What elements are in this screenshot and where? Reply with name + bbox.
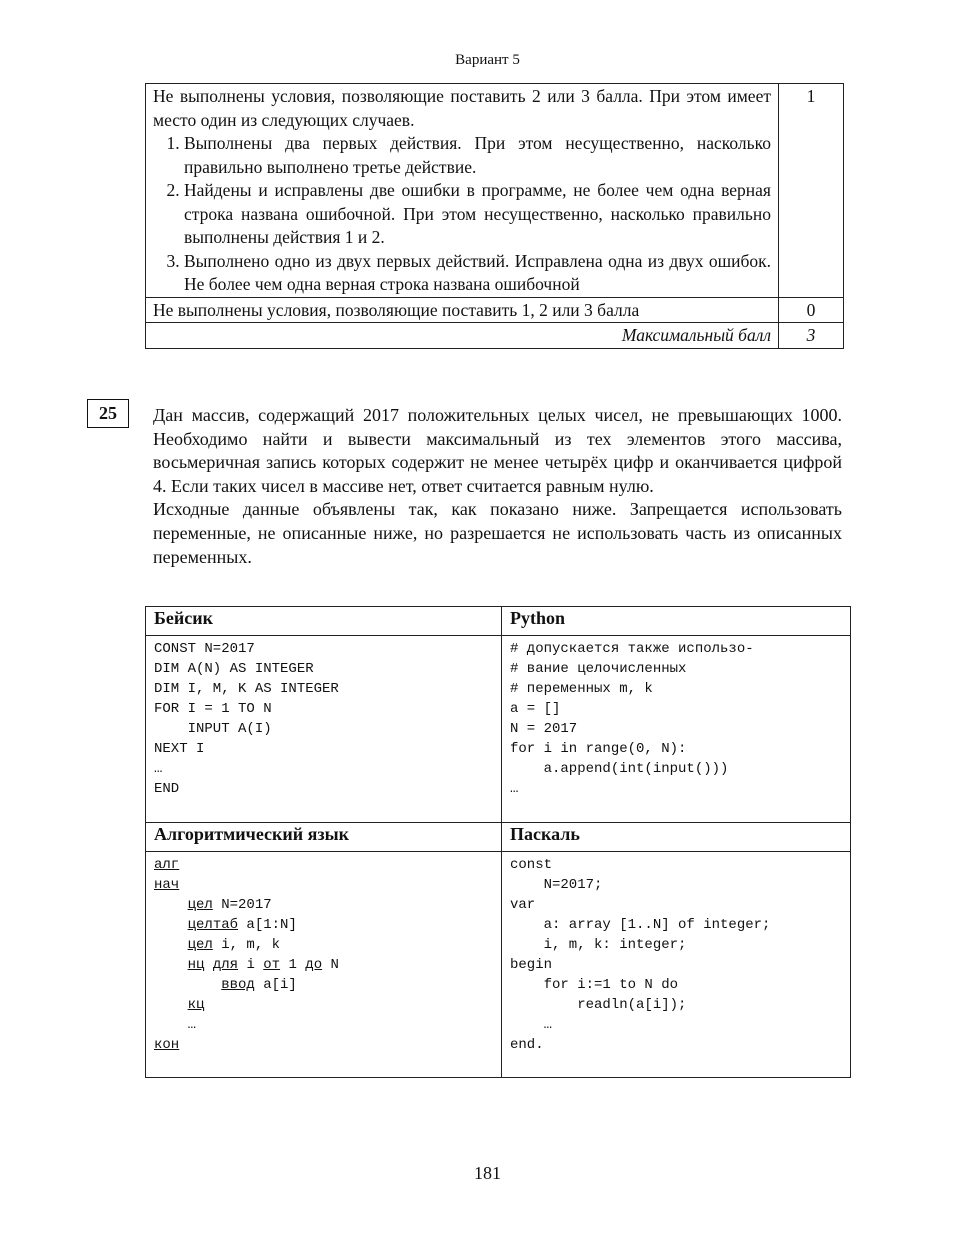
criteria-score: 1	[779, 84, 844, 298]
code-line: DIM A(N) AS INTEGER	[154, 661, 314, 677]
code-line: i, m, k: integer;	[510, 937, 687, 953]
code-line: N=2017;	[510, 877, 603, 893]
code-line: # допускается также использо-	[510, 641, 754, 657]
code-line: целтаб a[1:N]	[187, 917, 297, 933]
code-line: …	[510, 781, 519, 797]
criteria-description: Не выполнены условия, позволяющие поставить 1, 2 или 3 балла	[146, 297, 779, 323]
pascal-code	[502, 852, 851, 1078]
code-line: ввод a[i]	[221, 977, 297, 993]
page-number: 181	[474, 1163, 501, 1183]
algo-code	[146, 852, 502, 1078]
criteria-description	[146, 84, 779, 298]
code-line: a = []	[510, 701, 561, 717]
code-line: for i in range(0, N):	[510, 741, 687, 757]
max-score-label: Максимальный балл	[146, 323, 779, 349]
basic-title: Бейсик	[146, 607, 502, 636]
code-line: # вание целочисленных	[510, 661, 687, 677]
code-line: # переменных m, k	[510, 681, 653, 697]
task-paragraph: Дан массив, содержащий 2017 положительных целых чисел, не превышающих 1000. Необходимо найти и вывести максимальный из тех элементов этого массива, восьмеричная запись которых содержит не менее четырёх цифр и оканчивается цифрой 4. Если таких чисел в массиве нет, ответ считается равным нулю.	[153, 405, 842, 496]
criteria-intro: Не выполнены условия, позволяющие поставить 2 или 3 балла. При этом имеет место один из следующих случаев.	[153, 86, 771, 130]
criteria-max-row	[146, 323, 844, 349]
algo-title: Алгоритмический язык	[146, 823, 502, 852]
max-score-value: 3	[779, 323, 844, 349]
code-line: readln(a[i]);	[510, 997, 687, 1013]
code-line: …	[187, 1017, 197, 1033]
criteria-cases-list	[153, 132, 771, 297]
code-line: цел N=2017	[187, 897, 272, 913]
code-line: END	[154, 781, 180, 797]
criteria-case: 3. Выполнено одно из двух первых действий. Исправлена одна из двух ошибок. Не более чем одна верная строка названа ошибочной	[184, 250, 771, 297]
code-line: …	[510, 1017, 553, 1033]
code-line: кон	[154, 1037, 180, 1053]
code-line: a.append(int(input()))	[510, 761, 729, 777]
code-line: FOR I = 1 TO N	[154, 701, 272, 717]
page-header: Вариант 5	[455, 52, 520, 68]
python-code	[502, 636, 851, 823]
task-statement	[153, 404, 842, 569]
task-number-box: 25	[87, 399, 129, 428]
code-line: var	[510, 897, 536, 913]
criteria-score: 0	[779, 297, 844, 323]
basic-code	[146, 636, 502, 823]
code-line: for i:=1 to N do	[510, 977, 679, 993]
code-line: …	[154, 761, 163, 777]
code-line: a: array [1..N] of integer;	[510, 917, 771, 933]
criteria-row-1	[146, 84, 844, 298]
criteria-row-2	[146, 297, 844, 323]
code-line: NEXT I	[154, 741, 205, 757]
pascal-title: Паскаль	[502, 823, 851, 852]
code-line: DIM I, M, K AS INTEGER	[154, 681, 339, 697]
code-line: end.	[510, 1037, 544, 1053]
code-line: N = 2017	[510, 721, 578, 737]
task-paragraph: Исходные данные объявлены так, как показано ниже. Запрещается использовать переменные, не описанные ниже, но разрешается не использовать часть из описанных переменных.	[153, 499, 842, 567]
code-line: нач	[154, 877, 180, 893]
criteria-table	[145, 83, 844, 349]
criteria-case: 2. Найдены и исправлены две ошибки в программе, не более чем одна верная строка названа ошибочной. При этом несущественно, насколько правильно выполнены действия 1 и 2.	[184, 179, 771, 250]
code-line: const	[510, 857, 553, 873]
code-line: begin	[510, 957, 553, 973]
code-line: нц для i от 1 до N	[187, 957, 339, 973]
code-line: CONST N=2017	[154, 641, 255, 657]
code-line: INPUT A(I)	[154, 721, 272, 737]
criteria-case: 1. Выполнены два первых действия. При этом несущественно, насколько правильно выполнено третье действие.	[184, 132, 771, 179]
python-title: Python	[502, 607, 851, 636]
code-line: алг	[154, 857, 180, 873]
code-line: кц	[187, 997, 205, 1013]
code-line: цел i, m, k	[187, 937, 281, 953]
code-table	[145, 606, 851, 1078]
